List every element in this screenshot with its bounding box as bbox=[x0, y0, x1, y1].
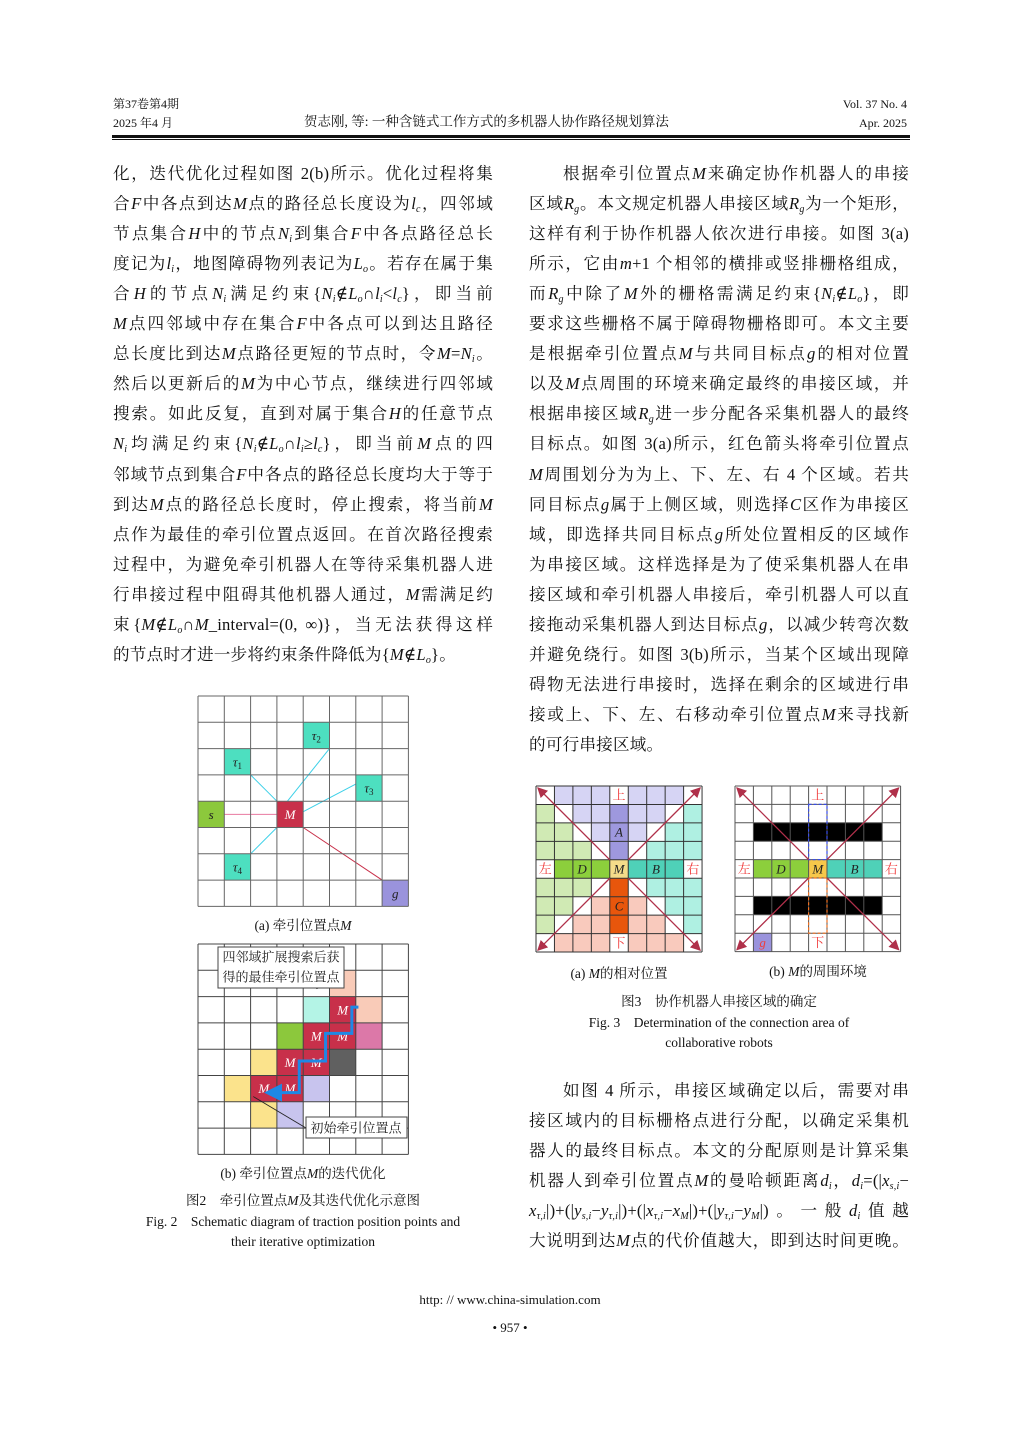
text-line: 接或上、下、左、右移动牵引位置点M来寻找新 bbox=[529, 704, 909, 724]
label-m: M bbox=[284, 806, 296, 822]
cell-region bbox=[647, 878, 665, 896]
cell-region bbox=[554, 823, 572, 841]
fig3-title-cn: 图3 协作机器人串接区域的确定 bbox=[621, 994, 817, 1009]
cell-region bbox=[591, 804, 609, 822]
cell-neighbor bbox=[224, 1076, 250, 1102]
text-line: 如图 4 所示，串接区域确定以后，需要对串 bbox=[563, 1081, 909, 1100]
text-line: 总长度比到达M点路径更短的节点时，令$M=N_i$。 bbox=[113, 344, 494, 366]
cell-neighbor bbox=[356, 997, 382, 1023]
fig3b-caption: (b) M的周围环境 bbox=[769, 964, 867, 979]
label-m: M bbox=[812, 861, 824, 877]
text-line: 所示，它由m+1 个相邻的横排或竖排栅格组成， bbox=[529, 254, 910, 274]
fig3-title-en-2: collaborative robots bbox=[665, 1035, 773, 1050]
text-line: 接区域内的目标栅格点进行分配，以确定采集机 bbox=[529, 1111, 909, 1130]
text-line: 域，即选择共同目标点g所处位置相反的区域作 bbox=[529, 524, 909, 544]
label-m: M bbox=[310, 1054, 322, 1070]
cell-region bbox=[628, 897, 646, 915]
label-tau2: $\tau_2$ bbox=[311, 727, 321, 745]
text-line: 点作为最佳的牵引位置点返回。在首次路径搜索 bbox=[113, 524, 493, 544]
text-line: 然后以更新后的M为中心节点，继续进行四邻域 bbox=[113, 374, 493, 394]
cell-region bbox=[554, 934, 572, 952]
cell-neighbor bbox=[303, 1076, 329, 1102]
cell-region bbox=[684, 823, 702, 841]
cell-region bbox=[591, 897, 609, 915]
text-line: 邻域节点到集合F中各点的路径总长度均大于等于 bbox=[113, 464, 493, 484]
label-left: 左 bbox=[737, 861, 751, 877]
text-line: 接区域和牵引机器人串接后，牵引机器人可以直 bbox=[529, 584, 909, 604]
label-tau4: $\tau_4$ bbox=[232, 859, 243, 876]
cell-region bbox=[684, 915, 702, 933]
label-g: g bbox=[392, 885, 399, 901]
footer-url[interactable]: http: // www.china-simulation.com bbox=[419, 1292, 601, 1307]
text-line: 而$R_g$中除了M外的栅格需满足约束$\{N_i\notin L_o\}$，即 bbox=[529, 284, 910, 306]
label-m: M bbox=[284, 1081, 296, 1097]
journal-volume: 第37卷第4期 bbox=[113, 97, 180, 111]
text-line: 接拖动采集机器人到达目标点g，以减少转弯次数 bbox=[529, 614, 909, 634]
cell-region bbox=[591, 934, 609, 952]
cell-region bbox=[573, 786, 591, 804]
cell-region bbox=[684, 878, 702, 896]
text-line: 区域$R_g$。本文规定机器人串接区域$R_g$为一个矩形， bbox=[529, 194, 909, 216]
callout-text: 得的最佳牵引位置点 bbox=[222, 969, 340, 985]
label-b: B bbox=[850, 861, 859, 877]
text-line: 根据串接区域$R_g$进一步分配各采集机器人的最终 bbox=[529, 404, 909, 426]
cell-region bbox=[554, 841, 572, 859]
text-line: 化，迭代优化过程如图 2(b)所示。优化过程将集 bbox=[113, 164, 493, 183]
text-line: 大说明到达M点的代价值越大，即到达时间更晚。 bbox=[529, 1231, 910, 1250]
cell-region bbox=[536, 841, 554, 859]
page-number: • 957 • bbox=[492, 1320, 528, 1335]
text-line: 这样有利于协作机器人依次进行串接。如图 3(a) bbox=[529, 224, 909, 244]
cell-neighbor bbox=[251, 1049, 277, 1075]
text-line: 到达M点的路径总长度时，停止搜索，将当前M bbox=[113, 494, 493, 514]
cell-region bbox=[554, 878, 572, 896]
label-down: 下 bbox=[612, 935, 626, 951]
cell-neighbor bbox=[330, 1049, 356, 1075]
connector-line bbox=[251, 828, 277, 854]
label-right: 右 bbox=[686, 861, 700, 877]
obstacle-bar bbox=[753, 823, 882, 841]
cell-neighbor bbox=[356, 1023, 382, 1049]
fig2-title-en: Fig. 2 Schematic diagram of traction position points and bbox=[145, 1214, 461, 1229]
cell-region bbox=[536, 823, 554, 841]
cell-region bbox=[665, 823, 683, 841]
label-b: B bbox=[651, 861, 660, 877]
cell-region bbox=[554, 786, 572, 804]
label-m: M bbox=[613, 861, 625, 877]
cell-region bbox=[628, 915, 646, 933]
text-line: 机器人到牵引位置点M的曼哈顿距离$d_i$，$d_i=(|x_{s,i}-$ bbox=[529, 1171, 909, 1192]
cell-region bbox=[628, 804, 646, 822]
text-line: 要求这些栅格不属于障碍物栅格即可。本文主要 bbox=[529, 314, 909, 334]
label-down: 下 bbox=[811, 934, 825, 950]
text-line: M周围划分为为上、下、左、右 4 个区域。若共 bbox=[529, 464, 909, 484]
fig2-title-cn: 图2 牵引位置点M及其迭代优化示意图 bbox=[186, 1193, 420, 1208]
cell-region bbox=[665, 786, 683, 804]
label-right: 右 bbox=[884, 861, 898, 877]
obstacle-bar bbox=[753, 896, 882, 914]
fig3-title-en: Fig. 3 Determination of the connection area of bbox=[588, 1015, 850, 1030]
label-up: 上 bbox=[612, 787, 626, 803]
cell-region bbox=[647, 786, 665, 804]
cell-region bbox=[665, 841, 683, 859]
cell-region bbox=[573, 878, 591, 896]
cell-region bbox=[591, 786, 609, 804]
text-line: 目标点。如图 3(a)所示，红色箭头将牵引位置点 bbox=[529, 434, 909, 454]
cell-region bbox=[536, 804, 554, 822]
label-tau1: $\tau_1$ bbox=[232, 754, 243, 771]
text-line: 搜索。如此反复，直到对属于集合H的任意节点 bbox=[113, 404, 493, 424]
fig2-title-en-2: their iterative optimization bbox=[231, 1234, 375, 1249]
cell-region bbox=[647, 915, 665, 933]
fig2a-caption: (a) 牵引位置点M bbox=[254, 918, 352, 933]
text-line: 合F中各点到达M点的路径总长度设为$l_c$，四邻域 bbox=[113, 194, 493, 216]
label-s: s bbox=[208, 806, 214, 822]
label-g: g bbox=[759, 934, 766, 950]
cell-region bbox=[647, 841, 665, 859]
cell-region bbox=[647, 934, 665, 952]
text-line: 是根据牵引位置点M与共同目标点g的相对位置 bbox=[529, 344, 909, 364]
label-m: M bbox=[337, 1028, 349, 1044]
label-m: M bbox=[310, 1028, 322, 1044]
fig3a-caption: (a) M的相对位置 bbox=[570, 966, 668, 981]
journal-volume-en: Vol. 37 No. 4 bbox=[842, 97, 907, 111]
cell-region bbox=[573, 934, 591, 952]
cell-region bbox=[628, 786, 646, 804]
cell-region bbox=[684, 804, 702, 822]
text-line: 根据牵引位置点M来确定协作机器人的串接 bbox=[563, 164, 910, 183]
cell-region bbox=[665, 934, 683, 952]
label-a: A bbox=[615, 824, 624, 840]
cell-region bbox=[536, 878, 554, 896]
text-line: 为串接区域。这样选择是为了使采集机器人在串 bbox=[529, 554, 909, 574]
callout-text: 四邻域扩展搜索后获 bbox=[222, 949, 340, 965]
cell-region bbox=[628, 823, 646, 841]
cell-neighbor bbox=[277, 1023, 303, 1049]
cell-region bbox=[591, 915, 609, 933]
text-line: 的可行串接区域。 bbox=[529, 734, 664, 754]
text-line: 同目标点g属于上侧区域，则选择C区作为串接区 bbox=[529, 494, 909, 514]
journal-date: 2025 年4 月 bbox=[113, 116, 174, 130]
cell-region bbox=[628, 934, 646, 952]
text-line: 束{$M\notin L_o\cap M\_interval=(0$, ∞)}，当无法获得这样 bbox=[113, 614, 493, 636]
running-title: 贺志刚, 等: 一种含链式工作方式的多机器人协作路径规划算法 bbox=[304, 114, 669, 129]
cell-region bbox=[573, 841, 591, 859]
text-line: 合H的节点$N_i$满足约束$\{N_i\notin L_o\cap l_i<l_c\}$，即当前 bbox=[113, 284, 494, 306]
connector-line bbox=[251, 775, 277, 801]
cell-region bbox=[665, 878, 683, 896]
label-tau3: $\tau_3$ bbox=[364, 780, 374, 798]
text-line: $N_i$均满足约束$\{N_i\notin L_o\cap l_i\ge l_c\}$，即当前M点的四 bbox=[113, 434, 493, 456]
cell-region bbox=[647, 804, 665, 822]
label-m: M bbox=[337, 1002, 349, 1018]
cell-region bbox=[665, 897, 683, 915]
text-line: 并避免绕行。如图 3(b)所示，当某个区域出现障 bbox=[529, 644, 909, 664]
cell-region bbox=[591, 823, 609, 841]
cell-neighbor bbox=[251, 1102, 277, 1128]
text-line: 度记为$l_i$，地图障碍物列表记为$L_o$。若存在属于集 bbox=[113, 254, 493, 276]
journal-date-en: Apr. 2025 bbox=[859, 116, 907, 130]
cell-region bbox=[536, 897, 554, 915]
label-c: C bbox=[614, 898, 624, 914]
cell-region bbox=[684, 897, 702, 915]
label-m: M bbox=[258, 1081, 270, 1097]
cell-neighbor bbox=[303, 997, 329, 1023]
text-line: M点四邻域中存在集合F中各点可以到达且路径 bbox=[113, 314, 493, 334]
text-line: $x_{\tau,i}|)+(|y_{s,i}-y_{\tau,i}|)+(|x_{\tau,i}-x_M|)+(|y_{\tau,i}-y_M|)$。一般$d_i$值越 bbox=[529, 1201, 909, 1222]
text-line: 过程中，为避免牵引机器人在等待采集机器人进 bbox=[113, 554, 493, 574]
cell-region bbox=[554, 897, 572, 915]
text-line: 器人的最终目标点。本文的分配原则是计算采集 bbox=[529, 1141, 909, 1160]
label-up: 上 bbox=[811, 787, 825, 803]
label-left: 左 bbox=[538, 861, 552, 877]
cell-region bbox=[573, 804, 591, 822]
cell-region bbox=[573, 915, 591, 933]
label-d: D bbox=[577, 861, 587, 877]
text-line: 行串接过程中阻碍其他机器人通过，M需满足约 bbox=[113, 584, 493, 604]
label-d: D bbox=[776, 861, 786, 877]
fig2b-caption: (b) 牵引位置点M的迭代优化 bbox=[220, 1166, 386, 1181]
label-m: M bbox=[284, 1054, 296, 1070]
text-line: 以及M点周围的环境来确定最终的串接区域，并 bbox=[529, 374, 909, 394]
cell-region bbox=[684, 841, 702, 859]
text-line: 碍物无法进行串接时，选择在剩余的区域进行串 bbox=[529, 674, 909, 694]
callout-text: 初始牵引位置点 bbox=[310, 1120, 402, 1136]
text-line: 节点集合H中的节点$N_i$到集合F中各点路径总长 bbox=[113, 224, 493, 246]
text-line: 的节点时才进一步将约束条件降低为$\{M\notin L_o\}$。 bbox=[113, 644, 456, 666]
cell-region bbox=[536, 915, 554, 933]
